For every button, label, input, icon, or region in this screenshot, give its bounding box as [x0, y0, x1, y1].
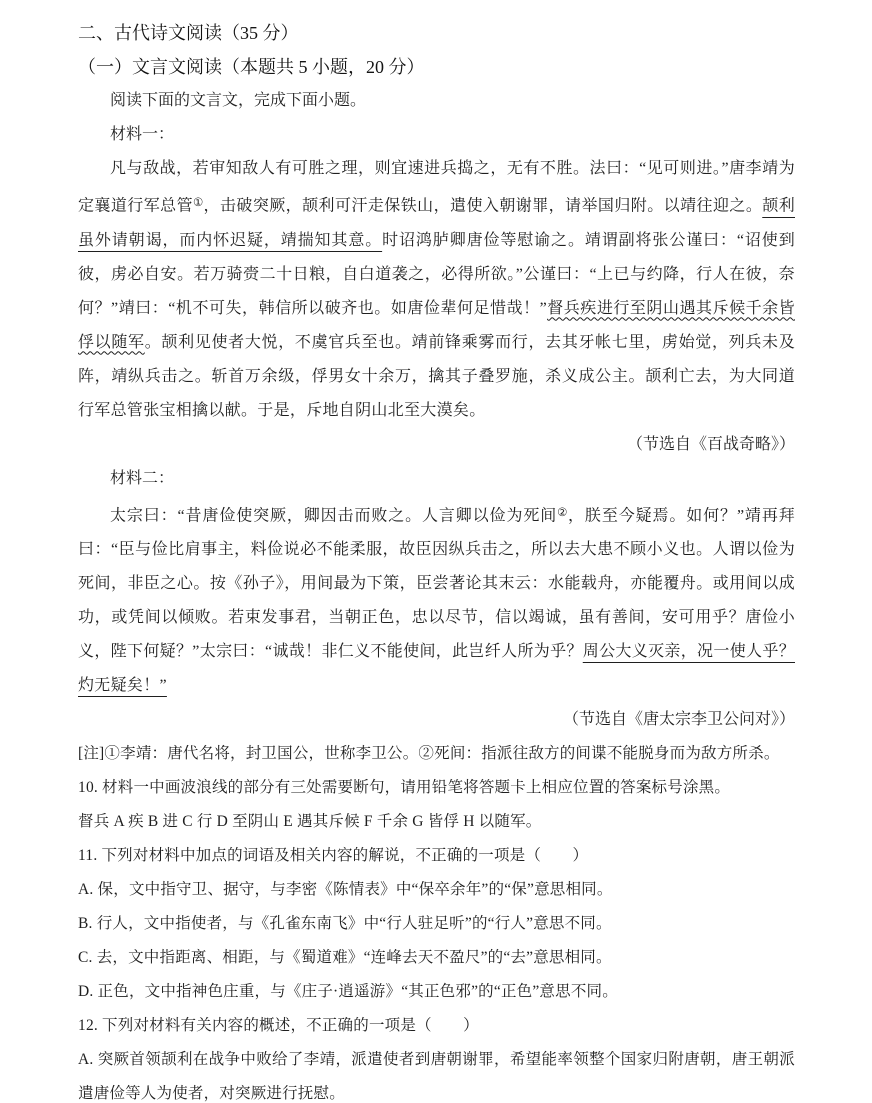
passage-segment-normal: 。颉利见使者大悦，不虞官兵至也。靖前锋乘雾而行，去其牙帐七里，虏始觉，列兵未及阵，靖纵兵击之。斩首万余级，俘男女十余万，擒其子叠罗施，杀义成公主。颉利亡去，为大同道行军总管张宝相擒以献。于是，斥地自阴山北至大漠矣。 — [78, 333, 795, 419]
question-10-segmentation-sentence: 督兵 A 疾 B 进 C 行 D 至阴山 E 遇其斥候 F 千余 G 皆俘 H 以随军。 — [78, 813, 542, 831]
passage-segment-normal: 凡与敌战，若审知敌人有可胜之理，则宜速进兵捣之，无有不胜。法曰：“见可则进。”唐李靖为定襄道行军总管 — [78, 160, 795, 215]
passage-segment-underline: 周公大义灭亲，况一使人乎？灼无疑矣！” — [78, 643, 795, 695]
question-11-option-a: A. 保，文中指守卫、据守，与李密《陈情表》中“保卒余年”的“保”意思相同。 — [78, 881, 613, 899]
passage-segment-normal: 时诏鸿胪卿唐俭等慰谕之。靖谓副将张公谨曰：“诏使到彼，虏必自安。若万骑赍二十日粮，自白道袭之，必得所欲。”公谨曰：“上已与约降，行人在彼，奈何？”靖曰：“机不可失，韩信所以破齐也。如唐俭辈何足惜哉！” — [78, 231, 795, 317]
passage-segment-normal: ，朕至今疑焉。如何？”靖再拜曰：“臣与俭比肩事主，料俭说必不能柔服，故臣因纵兵击之，所以去大患不顾小义也。人谓以俭为死间，非臣之心。按《孙子》，用间最为下策，臣尝著论其末云：水能载舟，亦能覆舟。或用间以成功，或凭间以倾败。若束发事君，当朝正色，忠以尽节，信以竭诚，虽有善间，安可用乎？唐俭小义，陛下何疑？”太宗曰：“诚哉！非仁义不能使间，此岂纤人所为乎？ — [78, 507, 796, 661]
subsection-heading: （一）文言文阅读（本题共 5 小题，20 分） — [78, 57, 425, 77]
question-10-stem: 10. 材料一中画波浪线的部分有三处需要断句，请用铅笔将答题卡上相应位置的答案标号涂黑。 — [78, 779, 731, 797]
question-11-option-b: B. 行人，文中指使者，与《孔雀东南飞》中“行人驻足听”的“行人”意思不同。 — [78, 915, 612, 933]
question-12-option-a: A. 突厥首领颉利在战争中败给了李靖，派遣使者到唐朝谢罪，希望能率领整个国家归附唐朝，唐王朝派遣唐俭等人为使者，对突厥进行抚慰。 — [78, 1051, 795, 1103]
question-11-option-d: D. 正色，文中指神色庄重，与《庄子·逍遥游》“其正色邪”的“正色”意思不同。 — [78, 983, 618, 1001]
reading-instruction: 阅读下面的文言文，完成下面小题。 — [110, 92, 367, 109]
passage-segment-sup: ② — [557, 506, 569, 519]
material-2-passage — [78, 496, 795, 704]
passage-segment-normal: 太宗曰：“昔唐俭使突厥，卿因击而败之。人言卿以俭为死间 — [110, 507, 558, 525]
footnote: [注]①李靖：唐代名将，封卫国公，世称李卫公。②死间：指派往敌方的间谍不能脱身而为敌方所杀。 — [78, 745, 780, 763]
question-11-stem: 11. 下列对材料中加点的词语及相关内容的解说，不正确的一项是（ ） — [78, 847, 589, 865]
section-heading: 二、古代诗文阅读（35 分） — [78, 23, 299, 43]
material-2-source: （节选自《唐太宗李卫公问对》） — [562, 711, 795, 729]
passage-segment-wavy: 督兵疾进行至阴山遇其斥候千余皆俘以随军 — [78, 299, 795, 351]
material-2-label: 材料二： — [110, 469, 175, 487]
question-11-option-c: C. 去，文中指距离、相距，与《蜀道难》“连峰去天不盈尺”的“去”意思相同。 — [78, 949, 612, 967]
material-1-source: （节选自《百战奇略》） — [626, 435, 795, 453]
question-12-stem: 12. 下列对材料有关内容的概述，不正确的一项是（ ） — [78, 1017, 479, 1035]
passage-segment-underline: 颉利虽外请朝谒，而内怀迟疑，靖揣知其意。 — [78, 197, 795, 249]
material-1-label: 材料一： — [110, 126, 175, 143]
material-1-passage — [78, 152, 795, 428]
passage-segment-normal: ，击破突厥，颉利可汗走保铁山，遣使入朝谢罪，请举国归附。以靖往迎之。 — [203, 197, 763, 215]
passage-segment-sup: ① — [193, 197, 204, 209]
